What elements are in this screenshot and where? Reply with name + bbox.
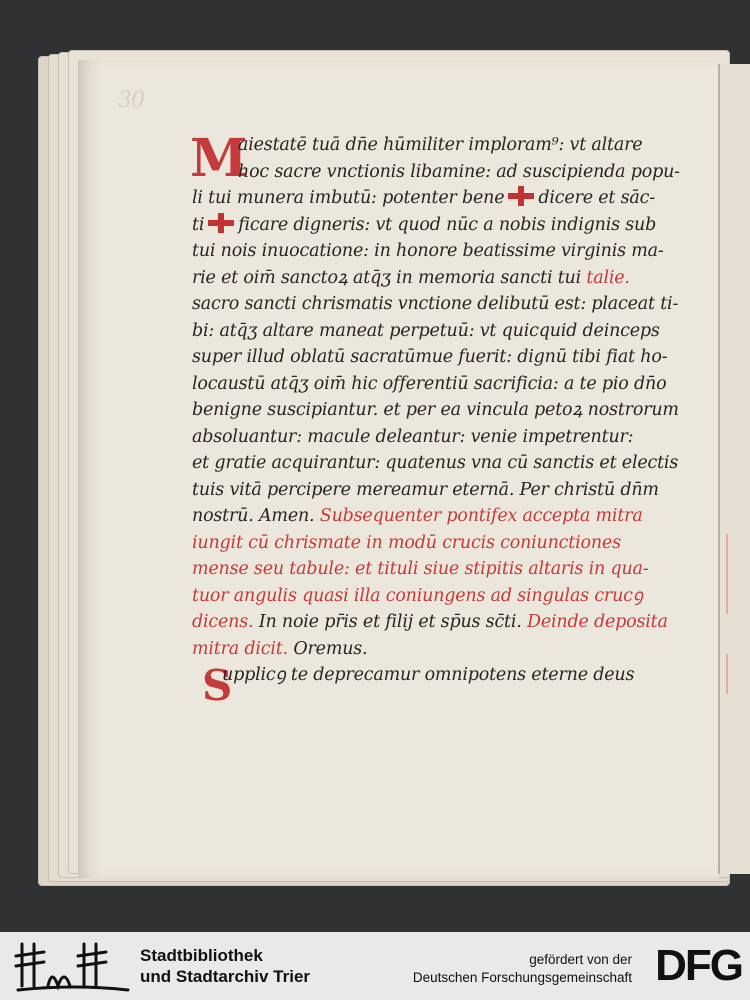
manuscript-line <box>192 265 652 292</box>
text-segment: locaustū atq̄ʒ oim̄ hic offerentiū sacrificia: a te pio dn̄o <box>192 373 667 394</box>
manuscript-line <box>192 503 652 530</box>
rubric-text: mitra dicit. <box>192 638 294 659</box>
footer-bar <box>0 932 750 1000</box>
manuscript-line <box>192 583 652 610</box>
text-segment: tui nois inuocatione: in honore beatissime virginis ma- <box>192 241 664 261</box>
text-segment: hoc sacre vnctionis libamine: ad suscipienda popu- <box>238 161 680 182</box>
manuscript-line <box>192 212 657 239</box>
manuscript-text <box>190 128 680 689</box>
folio-number: 30 <box>118 88 144 113</box>
text-segment: nostrū. Amen. <box>192 506 320 526</box>
manuscript-line <box>192 450 679 477</box>
text-segment: rie et oim̄ sanctoꝝ atq̄ʒ in memoria sancti tui <box>192 267 587 288</box>
institution-name-line1: Stadtbibliothek <box>140 946 263 965</box>
stadtbibliothek-logo-icon <box>14 938 132 994</box>
manuscript-line <box>192 530 652 557</box>
manuscript-line <box>192 185 655 212</box>
manuscript-line <box>192 371 667 398</box>
manuscript-line <box>192 609 668 636</box>
text-segment: upplicꝯ te deprecamur omnipotens eterne deus <box>222 665 635 685</box>
text-segment: ficare digneris: vt quod nūc a nobis indignis sub <box>238 214 657 235</box>
text-segment: ti <box>192 214 205 235</box>
text-segment: tuis vitā percipere mereamur eternā. Per christū dn̄m <box>192 479 659 500</box>
manuscript-line <box>192 291 679 318</box>
dfg-logo: DFG <box>655 941 742 990</box>
manuscript-line <box>192 238 664 265</box>
rubric-text: iungit cū chrismate in modū crucis coniunctiones <box>192 532 621 553</box>
manuscript-line <box>192 318 660 345</box>
funding-line2: Deutschen Forschungsgemeinschaft <box>412 970 632 985</box>
funding-line1: gefördert von der <box>529 952 632 967</box>
text-segment: aiestatē tuā dn̄e hūmiliter imploram⁹: vt altare <box>238 135 643 155</box>
text-segment: Oremus. <box>293 638 368 659</box>
text-segment: absoluantur: macule deleantur: venie impetrentur: <box>192 426 634 447</box>
institution-name-line2: und Stadtarchiv Trier <box>140 967 311 986</box>
text-segment: et gratie acquirantur: quatenus vna cū sanctis et electis <box>192 453 679 473</box>
rubric-text: Subsequenter pontifex accepta mitra <box>319 506 643 526</box>
text-segment: bi: atq̄ʒ altare maneat perpetuū: vt quicquid deinceps <box>192 320 660 341</box>
manuscript-line <box>192 477 659 504</box>
red-cross-icon <box>508 186 534 206</box>
red-initial-m: M <box>190 128 248 189</box>
text-segment: sacro sancti chrismatis vnctione delibutū est: placeat ti- <box>192 294 679 314</box>
text-segment: In noie pr̄is et filij et sp̄us sc̄ti. <box>258 612 528 632</box>
rubric-text: mense seu tabule: et tituli siue stipitis altaris in qua- <box>192 559 649 579</box>
rubric-text: tuor angulis quasi illa coniungens ad singulas crucꝯ <box>192 585 643 606</box>
manuscript-line <box>192 344 668 371</box>
manuscript-line <box>192 556 652 583</box>
rubric-text: dicens. <box>192 612 259 632</box>
manuscript-line <box>192 397 679 424</box>
text-segment: super illud oblatū sacratūmue fuerit: dignū tibi fiat ho- <box>192 347 668 367</box>
text-segment: dicere et sāc- <box>538 188 655 208</box>
text-segment: benigne suscipiantur. et per ea vincula petoꝝ nostrorum <box>192 400 679 420</box>
manuscript-line <box>192 159 680 186</box>
rubric-text: Deinde deposita <box>527 612 668 632</box>
text-segment: li tui munera imbutū: potenter bene <box>192 188 505 208</box>
manuscript-line <box>192 132 652 159</box>
rubric-text: talie. <box>586 267 630 288</box>
manuscript-line <box>192 662 652 689</box>
facing-page-edge <box>718 64 750 874</box>
red-cross-icon <box>208 213 234 233</box>
red-initial-s: S <box>202 661 233 710</box>
manuscript-line <box>192 636 652 663</box>
manuscript-line <box>192 424 652 451</box>
